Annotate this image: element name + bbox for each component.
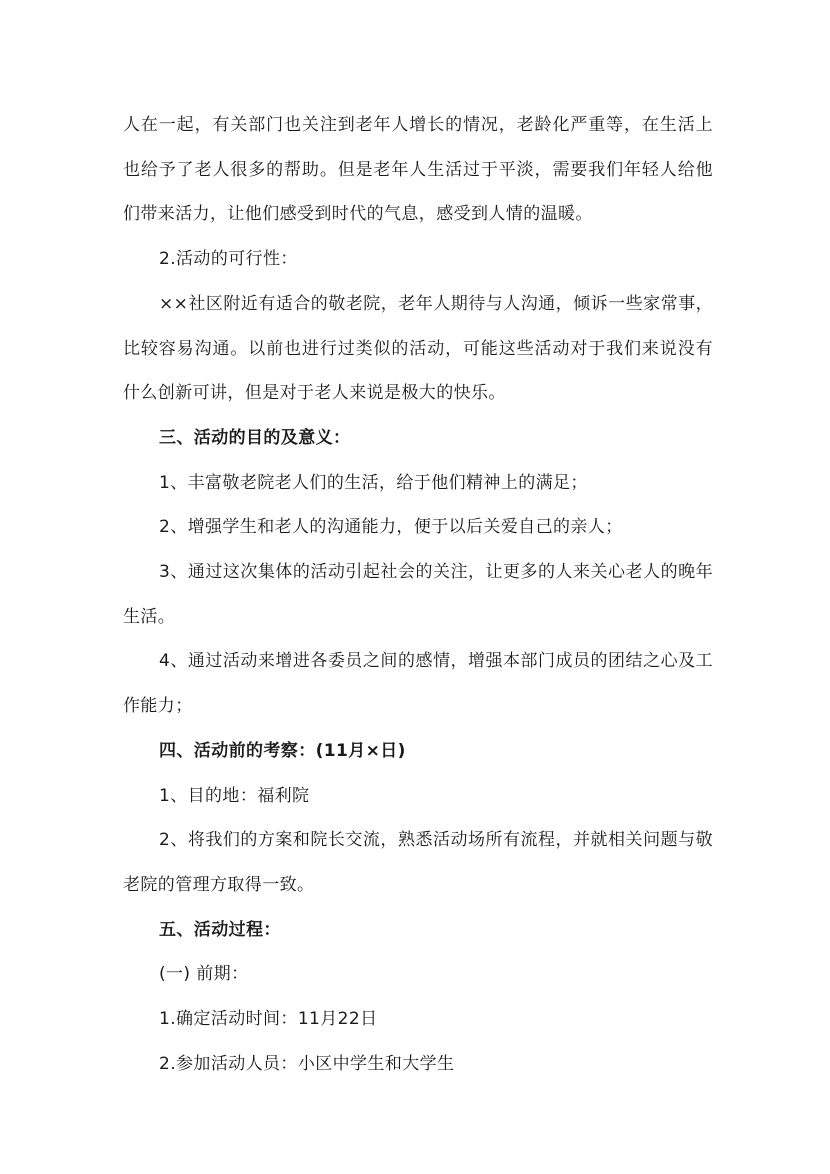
list-item-purpose-3: 3、通过这次集体的活动引起社会的关注，让更多的人来关心老人的晚年生活。 <box>123 562 713 627</box>
paragraph-intro-continued: 人在一起，有关部门也关注到老年人增长的情况，老龄化严重等，在生活上也给予了老人很多的帮助。但是老年人生活过于平淡，需要我们年轻人给他们带来活力，让他们感受到时代的气息，感受到人情的温暖。 <box>123 115 713 225</box>
list-item-participants: 2.参加活动人员：小区中学生和大学生 <box>159 1053 455 1074</box>
document-body <box>123 103 713 1086</box>
subheading-early-stage: (一) 前期： <box>159 964 249 985</box>
section-heading-purpose: 三、活动的目的及意义： <box>159 427 351 448</box>
section-heading-process: 五、活动过程： <box>159 919 281 940</box>
paragraph-feasibility-body: ××社区附近有适合的敬老院，老年人期待与人沟通，倾诉一些家常事，比较容易沟通。以前也进行过类似的活动，可能这些活动对于我们来说没有什么创新可讲，但是对于老人来说是极大的快乐。 <box>123 293 713 404</box>
paragraph-feasibility-title: 2.活动的可行性： <box>159 249 298 270</box>
list-item-inspection-2: 2、将我们的方案和院长交流，熟悉活动场所有流程，并就相关问题与敬老院的管理方取得一致。 <box>123 830 713 895</box>
list-item-purpose-2: 2、增强学生和老人的沟通能力，便于以后关爱自己的亲人； <box>159 517 623 538</box>
section-heading-inspection: 四、活动前的考察：(11月×日) <box>159 740 406 761</box>
list-item-inspection-1: 1、目的地：福利院 <box>159 785 310 806</box>
list-item-purpose-1: 1、丰富敬老院老人们的生活，给于他们精神上的满足； <box>159 472 588 493</box>
list-item-purpose-4: 4、通过活动来增进各委员之间的感情，增强本部门成员的团结之心及工作能力； <box>123 651 713 717</box>
list-item-activity-time: 1.确定活动时间：11月22日 <box>159 1009 378 1030</box>
